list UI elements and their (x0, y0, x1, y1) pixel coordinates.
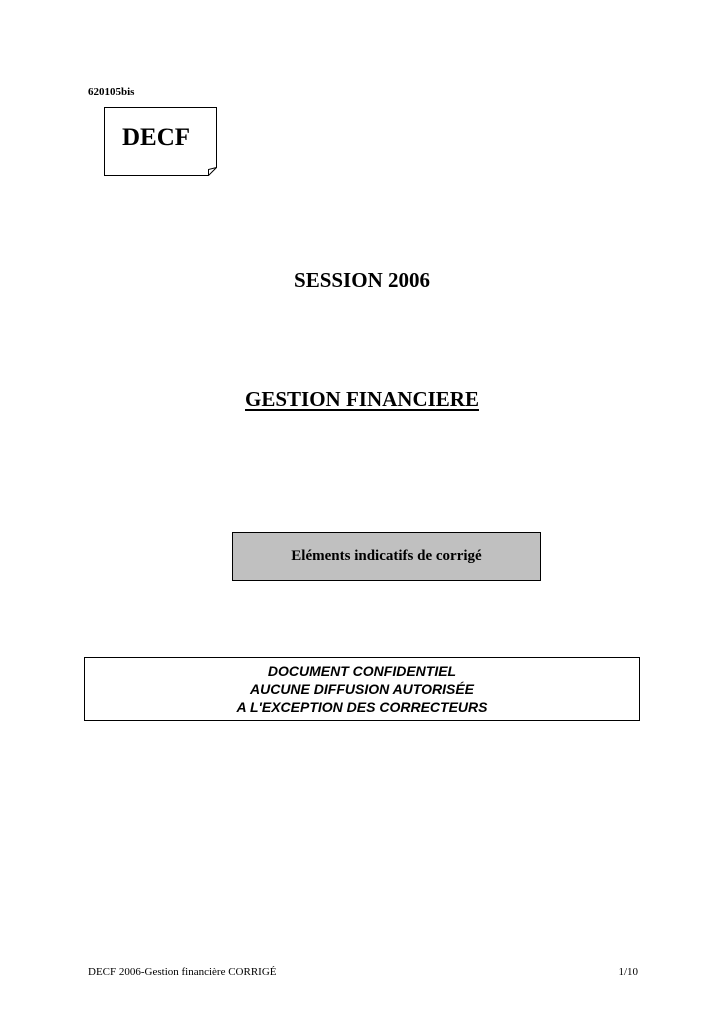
session-title: SESSION 2006 (294, 268, 430, 292)
confidential-line: AUCUNE DIFFUSION AUTORISÉE (249, 681, 474, 697)
corrige-box (232, 532, 541, 581)
footer-title: DECF 2006-Gestion financière CORRIGÉ (88, 966, 277, 978)
page-number: 1/10 (618, 966, 638, 978)
confidential-line: A L'EXCEPTION DES CORRECTEURS (236, 699, 488, 715)
subject-title-text: GESTION FINANCIERE (245, 387, 479, 411)
decf-label: DECF (121, 124, 191, 151)
document-code: 620105bis (88, 86, 135, 98)
subject-title (0, 387, 724, 412)
confidential-line: DOCUMENT CONFIDENTIEL (267, 663, 457, 679)
corrige-label: Eléments indicatifs de corrigé (291, 548, 482, 564)
confidential-notice (84, 657, 640, 721)
decf-badge (104, 107, 217, 176)
